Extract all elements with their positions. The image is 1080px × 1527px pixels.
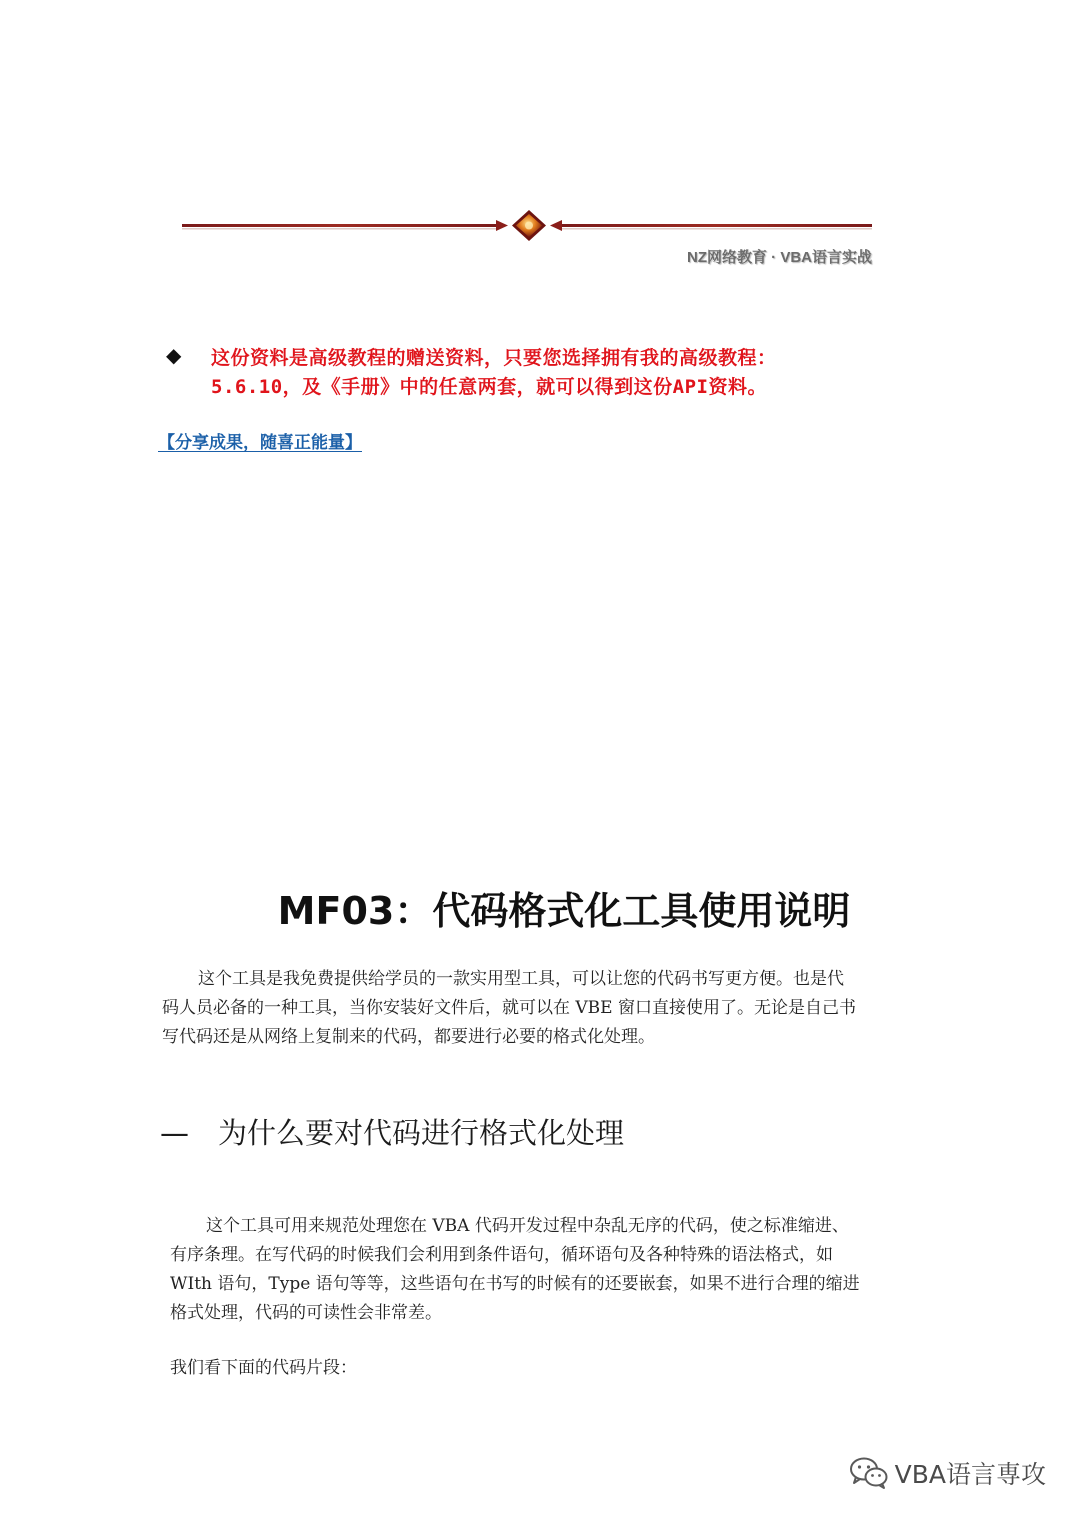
header-caption: NZ网络教育 · VBA语言实战 <box>687 249 872 266</box>
intro-line: 写代码还是从网络上复制来的代码，都要进行必要的格式化处理。 <box>162 1027 655 1047</box>
code-intro-text: 我们看下面的代码片段： <box>170 1358 357 1378</box>
body-line: WIth 语句，Type 语句等等，这些语句在书写的时候有的还要嵌套，如果不进行合理的缩进 <box>170 1274 860 1294</box>
intro-paragraph <box>162 965 932 1052</box>
body-paragraph <box>170 1212 940 1328</box>
page-title: MF03：代码格式化工具使用说明 <box>277 889 851 933</box>
body-line: 格式处理，代码的可读性会非常差。 <box>170 1303 442 1323</box>
header-ornament <box>178 205 878 249</box>
share-link[interactable]: 【分享成果，随喜正能量】 <box>158 433 362 453</box>
body-line: 这个工具可用来规范处理您在 VBA 代码开发过程中杂乱无序的代码，使之标准缩进、 <box>206 1216 849 1236</box>
intro-line: 这个工具是我免费提供给学员的一款实用型工具，可以让您的代码书写更方便。也是代 <box>198 969 844 989</box>
intro-line: 码人员必备的一种工具，当你安装好文件后，就可以在 VBE 窗口直接使用了。无论是自己书 <box>162 998 856 1018</box>
gift-note-line-1: 这份资料是高级教程的赠送资料，只要您选择拥有我的高级教程： <box>211 347 777 369</box>
section-heading <box>160 1111 624 1152</box>
watermark-label: VBA语言専攻 <box>894 1460 1046 1489</box>
watermark <box>849 1455 1046 1491</box>
body-line: 有序条理。在写代码的时候我们会利用到条件语句，循环语句及各种特殊的语法格式，如 <box>170 1245 833 1265</box>
black-diamond-icon: ◆ <box>166 343 182 367</box>
section-number: — <box>160 1116 189 1150</box>
section-title: 为什么要对代码进行格式化处理 <box>218 1116 625 1150</box>
wechat-icon <box>849 1456 889 1490</box>
gift-note-line-2: 5.6.10，及《手册》中的任意两套，就可以得到这份API资料。 <box>211 376 767 398</box>
